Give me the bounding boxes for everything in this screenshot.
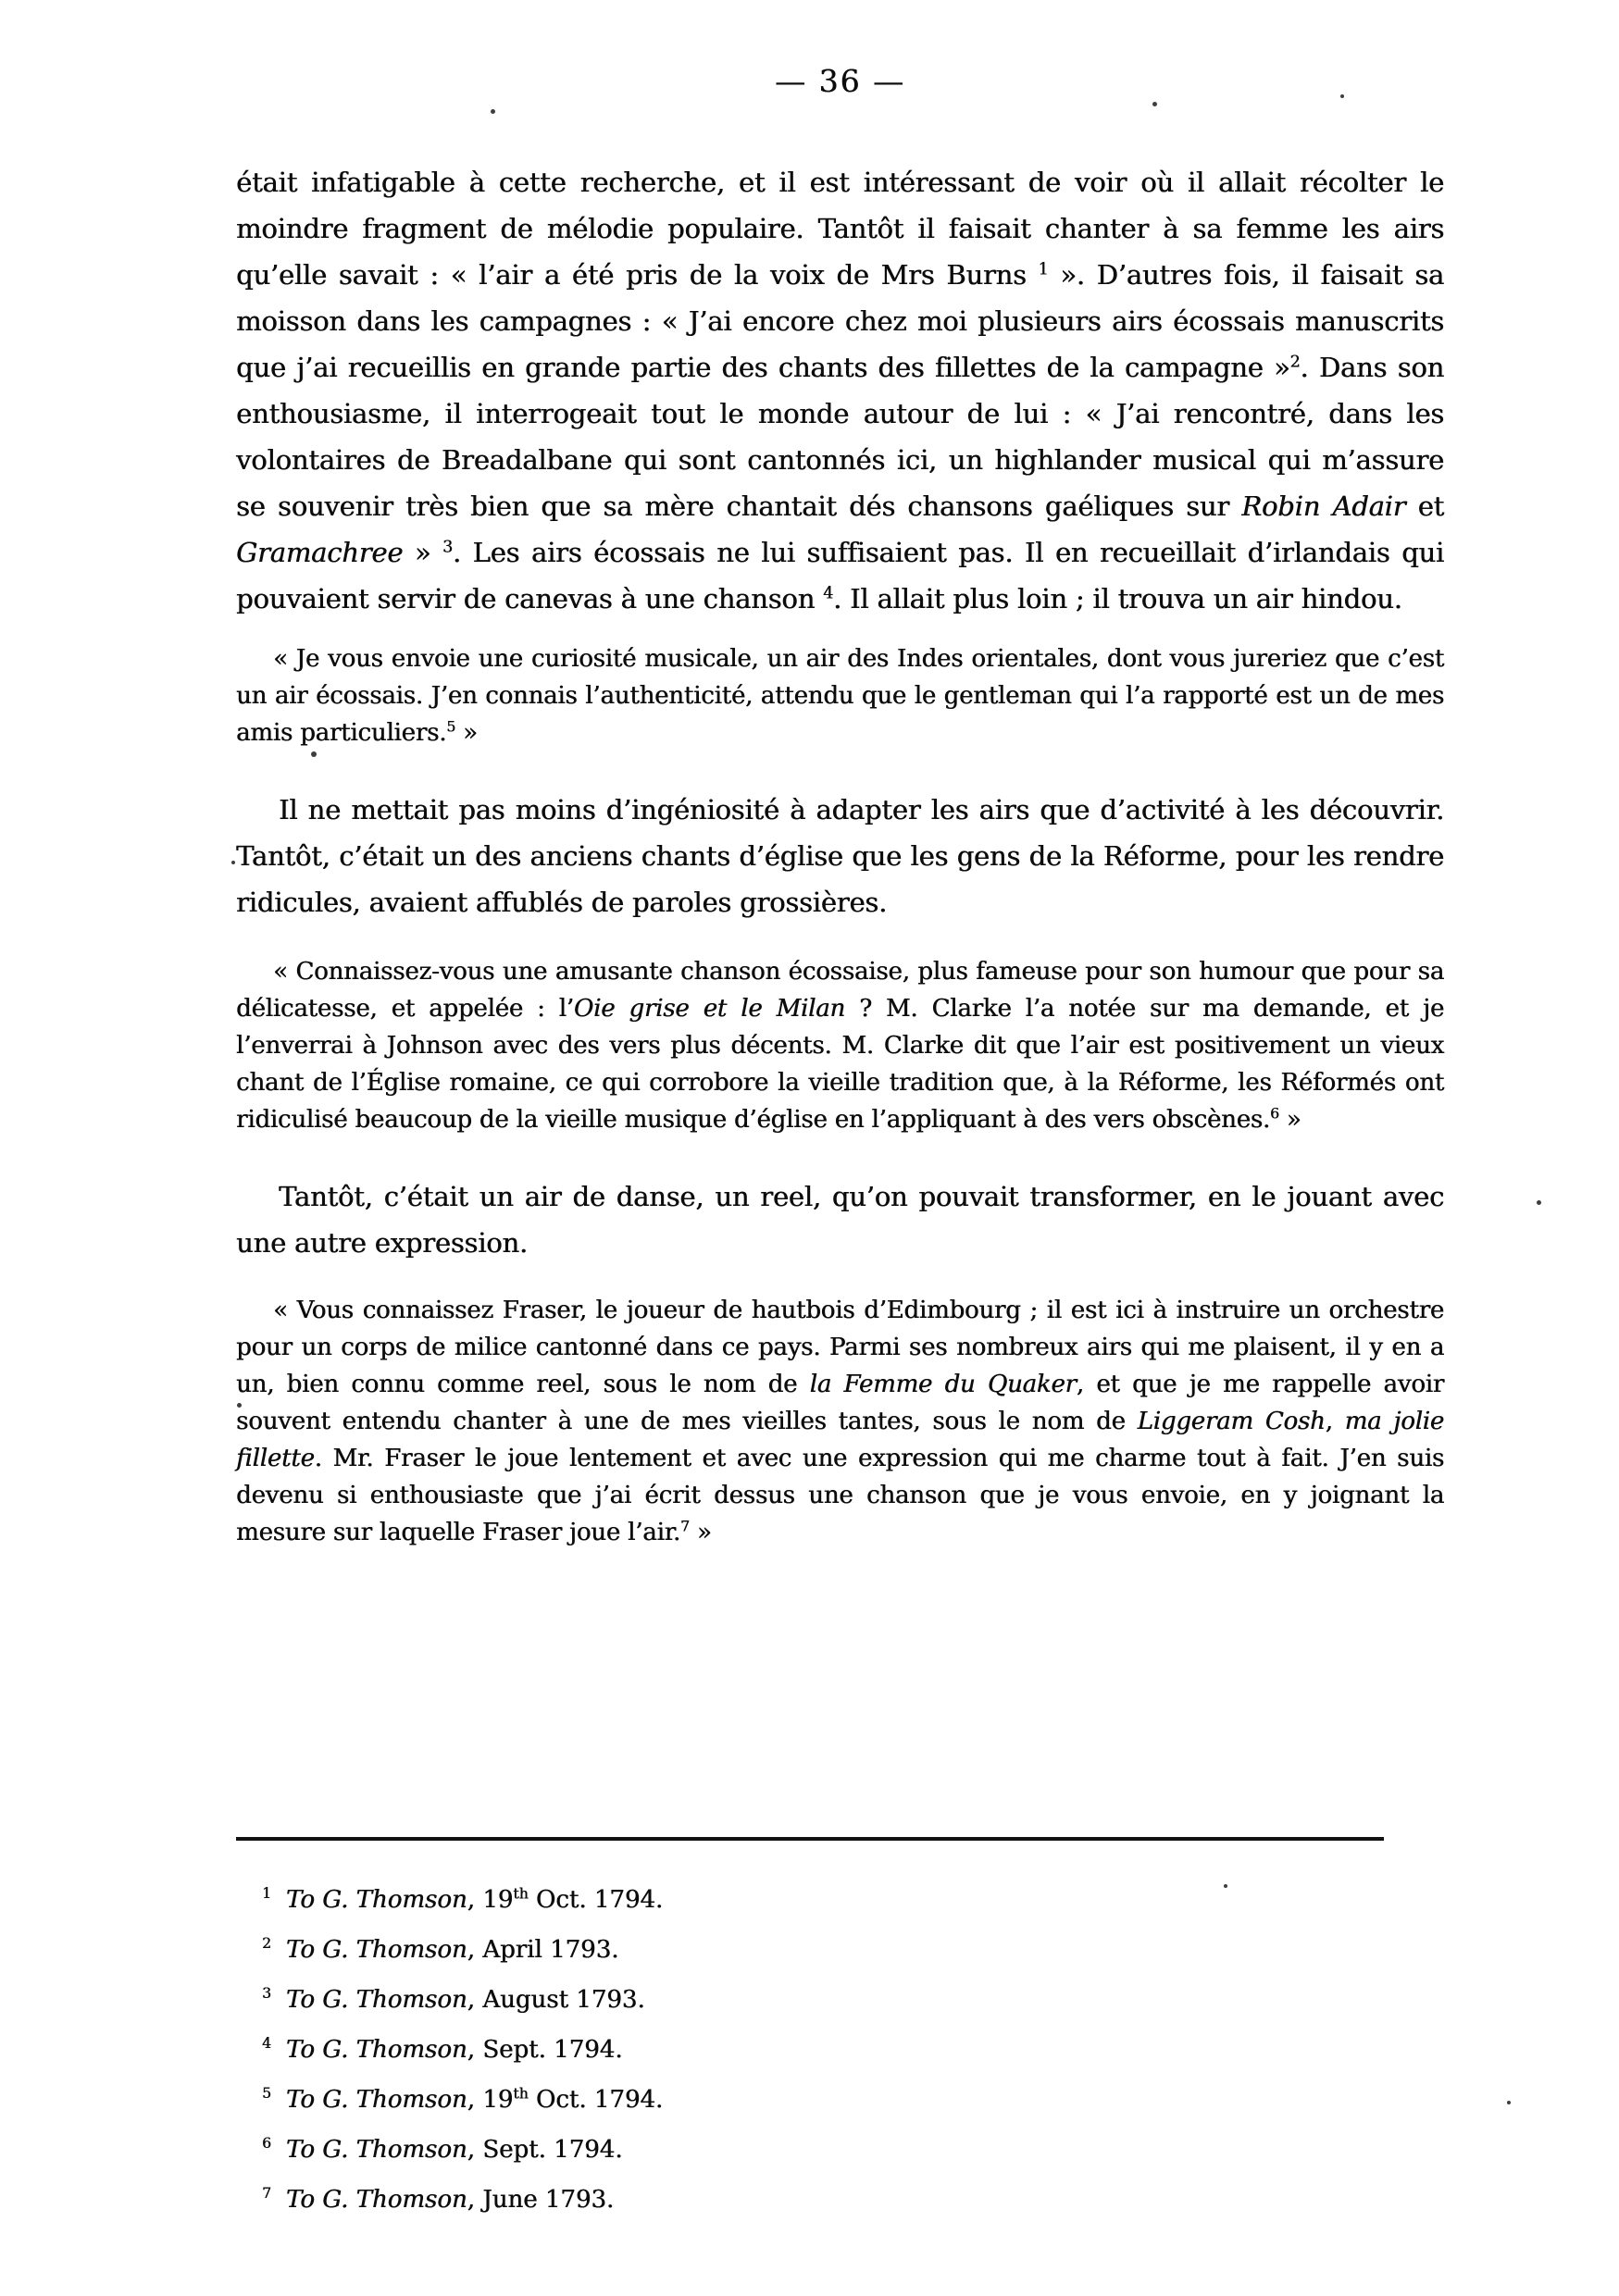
scan-speck	[231, 861, 235, 864]
scan-speck	[237, 1403, 242, 1408]
song-title-oie-grise-et-le-milan: Oie grise et le Milan	[573, 995, 845, 1023]
footnote-number: 1	[262, 1885, 271, 1903]
footnote-ref-6: 6	[1270, 1105, 1279, 1123]
footnote-source: To G. Thomson	[285, 1936, 467, 1964]
footnote-date: Sept. 1794.	[482, 2036, 623, 2064]
paragraph-1	[236, 159, 1444, 622]
footnote-number: 6	[262, 2135, 271, 2153]
footnote-source: To G. Thomson	[285, 2086, 467, 2114]
ordinal-suffix: th	[513, 1885, 529, 1903]
footnote-source: To G. Thomson	[285, 2186, 467, 2214]
text-run: »	[689, 1519, 712, 1546]
footnote-ref-3: 3	[442, 538, 453, 557]
text-block	[236, 159, 1444, 1551]
song-title-gramachree: Gramachree	[236, 537, 404, 568]
text-run: ,	[1325, 1408, 1345, 1435]
footnote-date: Oct. 1794.	[528, 2086, 664, 2114]
song-title-robin-adair: Robin Adair	[1241, 490, 1406, 522]
scan-speck	[491, 109, 495, 114]
text-run: ? M. Clarke l’a notée sur ma demande, et je l’enverrai à Johnson avec des vers plus décents. M. Clarke dit que l’air est positivement un vieux chant de l’Église romaine, ce qui corrobore la vieille tradition que, à la Réforme, les Réformés ont ridiculisé beaucoup de la vieille musique d’église en l’appliquant à des vers obscènes.	[236, 995, 1445, 1134]
text-run: ,	[467, 2186, 483, 2214]
footnote-4	[262, 2025, 1470, 2075]
blockquote-2	[236, 953, 1444, 1138]
text-run: , et que je me rappelle avoir souvent entendu chanter à une de mes vieilles tantes, sous le nom de	[236, 1371, 1444, 1435]
footnote-ref-5: 5	[446, 718, 455, 736]
footnote-7	[262, 2175, 1470, 2225]
text-run: , 19	[467, 2086, 514, 2114]
blockquote-3	[236, 1292, 1444, 1551]
footnote-number: 7	[262, 2185, 271, 2203]
text-run: . Les airs écossais ne lui suffisaient pas. Il en recueillait d’irlandais qui pouvaient servir de canevas à une chanson	[236, 537, 1444, 614]
scan-speck	[1152, 102, 1157, 106]
text-run: »	[403, 537, 443, 568]
footnote-separator-rule	[236, 1837, 1384, 1841]
text-run: ,	[467, 1936, 483, 1964]
text-run: . Dans son enthousiasme, il interrogeait tout le monde autour de lui : « J’ai rencontré, dans les volontaires de Breadalbane qui sont cantonnés ici, un highlander musical qui m’assure se souvenir très bien que sa mère chantait dés chansons gaéliques sur	[236, 352, 1444, 522]
footnote-date: Sept. 1794.	[482, 2136, 623, 2164]
footnote-number: 5	[262, 2085, 271, 2103]
text-run: ,	[467, 1986, 483, 2014]
footnote-2	[262, 1925, 1470, 1975]
song-title-ma-jolie-fillette: ma jolie fillette	[236, 1408, 1444, 1472]
ordinal-suffix: th	[513, 2085, 529, 2103]
blockquote-1	[236, 640, 1444, 751]
footnotes	[236, 1875, 1470, 2225]
song-title-la-femme-du-quaker: la Femme du Quaker	[809, 1371, 1077, 1398]
text-run: était infatigable à cette recherche, et il est intéressant de voir où il allait récolter le moindre fragment de mélodie populaire. Tantôt il faisait chanter à sa femme les airs qu’elle savait : « l’air a été pris de la voix de Mrs Burns	[236, 167, 1444, 291]
footnote-5	[262, 2075, 1470, 2125]
text-run: ,	[467, 2036, 483, 2064]
text-run: . Mr. Fraser le joue lentement et avec une expression qui me charme tout à fait. J’en suis devenu si enthousiaste que j’ai écrit dessus une chanson que je vous envoie, en y joignant la mesure sur laquelle Fraser joue l’air.	[236, 1445, 1444, 1546]
footnote-3	[262, 1975, 1470, 2025]
footnote-source: To G. Thomson	[285, 2036, 467, 2064]
text-run: , 19	[467, 1886, 514, 1914]
paragraph-3: Tantôt, c’était un air de danse, un reel, qu’on pouvait transformer, en le jouant avec une autre expression.	[236, 1181, 1444, 1259]
footnote-source: To G. Thomson	[285, 1886, 467, 1914]
footnote-source: To G. Thomson	[285, 2136, 467, 2164]
footnote-ref-1: 1	[1038, 260, 1049, 279]
scan-speck	[1507, 2101, 1511, 2104]
footnote-ref-2: 2	[1289, 353, 1301, 372]
scan-speck	[1537, 1200, 1541, 1205]
footnote-ref-7: 7	[680, 1518, 690, 1535]
text-run: « Connaissez-vous une amusante chanson écossaise, plus fameuse pour son humour que pour sa délicatesse, et appelée : l’	[236, 958, 1444, 1023]
paragraph-2: Il ne mettait pas moins d’ingéniosité à adapter les airs que d’activité à les découvrir. Tantôt, c’était un des anciens chants d’église que les gens de la Réforme, pour les rendre ridicules, avaient affublés de paroles grossières.	[236, 794, 1444, 918]
footnote-source: To G. Thomson	[285, 1986, 467, 2014]
text-run: « Je vous envoie une curiosité musicale, un air des Indes orientales, dont vous jureriez que c’est un air écossais. J’en connais l’authenticité, attendu que le gentleman qui l’a rapporté est un de mes amis particuliers.	[236, 645, 1444, 747]
text-run: . Il allait plus loin ; il trouva un air hindou.	[832, 583, 1402, 614]
text-run: »	[1278, 1106, 1301, 1134]
footnote-ref-4: 4	[823, 584, 833, 603]
footnote-number: 4	[262, 2035, 271, 2053]
footnote-number: 3	[262, 1985, 271, 2003]
footnote-date: August 1793.	[482, 1986, 645, 2014]
text-run: »	[455, 719, 478, 747]
song-title-liggeram-cosh: Liggeram Cosh	[1137, 1408, 1326, 1435]
footnote-date: April 1793.	[482, 1936, 619, 1964]
text-run: ,	[467, 2136, 483, 2164]
footnote-1	[262, 1875, 1470, 1925]
footnote-date: Oct. 1794.	[528, 1886, 664, 1914]
text-run: « Vous connaissez Fraser, le joueur de hautbois d’Edimbourg ; il est ici à instruire un orchestre pour un corps de milice cantonné dans ce pays. Parmi ses nombreux airs qui me plaisent, il y en a un, bien connu comme reel, sous le nom de	[236, 1297, 1444, 1398]
page-number: — 36 —	[775, 63, 905, 99]
footnote-number: 2	[262, 1935, 271, 1953]
text-run: ». D’autres fois, il faisait sa moisson dans les campagnes : « J’ai encore chez moi plusieurs airs écossais manuscrits que j’ai recueillis en grande partie des chants des fillettes de la campagne »	[236, 259, 1444, 383]
scan-speck	[311, 751, 317, 757]
scan-speck	[1340, 94, 1344, 98]
scan-speck	[1224, 1884, 1227, 1888]
footnote-date: June 1793.	[482, 2186, 615, 2214]
footnote-6	[262, 2125, 1470, 2175]
text-run: et	[1405, 490, 1445, 522]
